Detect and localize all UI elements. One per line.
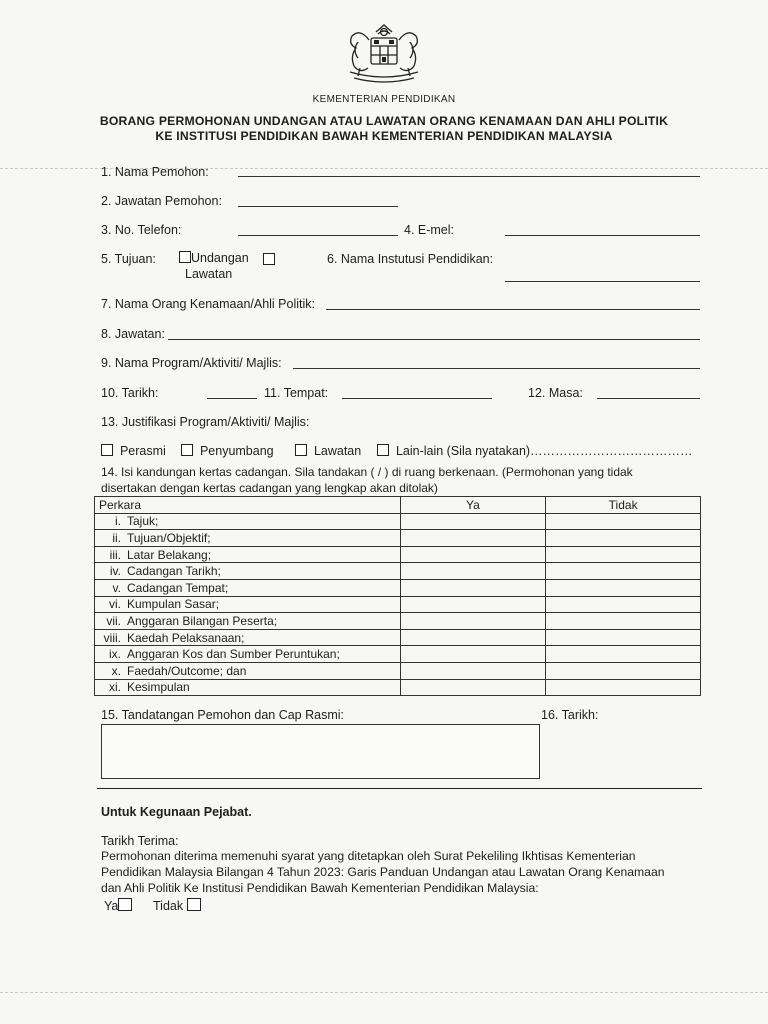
phone-field[interactable] xyxy=(238,235,398,236)
row-item: Anggaran Kos dan Sumber Peruntukan; xyxy=(127,647,340,662)
no-cell[interactable] xyxy=(546,579,701,596)
yes-cell[interactable] xyxy=(400,530,546,547)
yes-checkbox[interactable] xyxy=(118,898,132,911)
applicant-position-field[interactable] xyxy=(238,206,398,207)
date-field[interactable] xyxy=(207,398,257,399)
signature-label: 15. Tandatangan Pemohon dan Cap Rasmi: xyxy=(101,708,344,722)
signature-date-label: 16. Tarikh: xyxy=(541,708,599,722)
no-cell[interactable] xyxy=(546,629,701,646)
place-field[interactable] xyxy=(342,398,492,399)
yes-cell[interactable] xyxy=(400,546,546,563)
others-option-label: Lain-lain (Sila nyatakan)………………………………… xyxy=(395,444,693,458)
header-no: Tidak xyxy=(546,497,701,514)
justification-label: 13. Justifikasi Program/Aktiviti/ Majlis: xyxy=(101,415,310,429)
justification-option-contributor[interactable] xyxy=(181,444,274,458)
institution-field[interactable] xyxy=(505,281,700,282)
coat-of-arms-logo xyxy=(338,22,430,90)
table-row xyxy=(95,646,701,663)
no-cell[interactable] xyxy=(546,546,701,563)
yes-cell[interactable] xyxy=(400,679,546,696)
email-field[interactable] xyxy=(505,235,700,236)
yes-cell[interactable] xyxy=(400,596,546,613)
row-item: Tajuk; xyxy=(127,514,159,529)
justification-option-visit[interactable] xyxy=(295,444,361,458)
no-cell[interactable] xyxy=(546,513,701,530)
institution-label: 6. Nama Instutusi Pendidikan: xyxy=(327,252,494,266)
visit-checkbox[interactable] xyxy=(263,251,275,269)
contributor-checkbox[interactable] xyxy=(181,444,193,456)
no-cell[interactable] xyxy=(546,563,701,580)
yes-cell[interactable] xyxy=(400,613,546,630)
yes-cell[interactable] xyxy=(400,579,546,596)
no-cell[interactable] xyxy=(546,596,701,613)
row-item: Kesimpulan xyxy=(127,680,190,695)
yes-cell[interactable] xyxy=(400,629,546,646)
yes-cell[interactable] xyxy=(400,646,546,663)
program-name-label: 9. Nama Program/Aktiviti/ Majlis: xyxy=(101,356,282,370)
table-row xyxy=(95,679,701,696)
row-number: vi. xyxy=(109,597,121,612)
yes-cell[interactable] xyxy=(400,662,546,679)
signature-stamp-box[interactable] xyxy=(101,724,540,779)
row-number: x. xyxy=(111,663,121,678)
dignitary-position-field[interactable] xyxy=(168,339,700,340)
no-cell[interactable] xyxy=(546,613,701,630)
proposal-checklist-table xyxy=(94,496,701,696)
row-item: Cadangan Tempat; xyxy=(127,580,229,595)
row-number: ix. xyxy=(109,647,121,662)
yes-cell[interactable] xyxy=(400,563,546,580)
table-row xyxy=(95,563,701,580)
place-label: 11. Tempat: xyxy=(264,386,329,400)
no-cell[interactable] xyxy=(546,679,701,696)
table-row xyxy=(95,513,701,530)
no-cell[interactable] xyxy=(546,530,701,547)
header-item: Perkara xyxy=(95,497,401,514)
visit-justification-label: Lawatan xyxy=(313,444,362,458)
purpose-label: 5. Tujuan: xyxy=(101,252,156,266)
row-number: ii. xyxy=(112,530,121,545)
row-item: Tujuan/Objektif; xyxy=(127,530,211,545)
row-item: Kumpulan Sasar; xyxy=(127,597,220,612)
row-item: Anggaran Bilangan Peserta; xyxy=(127,613,278,628)
ministry-name: KEMENTERIAN PENDIDIKAN xyxy=(312,94,456,105)
applicant-name-label: 1. Nama Pemohon: xyxy=(101,165,209,179)
proposal-instructions-line2: disertakan dengan kertas cadangan yang lengkap akan ditolak) xyxy=(101,481,438,495)
phone-label: 3. No. Telefon: xyxy=(101,223,182,237)
proposal-instructions-line1: 14. Isi kandungan kertas cadangan. Sila tandakan ( / ) di ruang berkenaan. (Permohonan yang tidak xyxy=(101,465,633,479)
row-number: i. xyxy=(115,514,121,529)
table-header-row xyxy=(95,497,701,514)
no-cell[interactable] xyxy=(546,646,701,663)
office-yes-option[interactable] xyxy=(104,898,132,913)
no-label: Tidak xyxy=(153,899,184,913)
no-checkbox[interactable] xyxy=(187,898,201,911)
no-cell[interactable] xyxy=(546,662,701,679)
invitation-checkbox[interactable] xyxy=(179,251,191,263)
table-row xyxy=(95,629,701,646)
dignitary-name-field[interactable] xyxy=(326,309,700,310)
row-item: Kaedah Pelaksanaan; xyxy=(127,630,245,645)
visit-justification-checkbox[interactable] xyxy=(295,444,307,456)
invitation-option-label: Undangan xyxy=(191,251,249,265)
yes-cell[interactable] xyxy=(400,513,546,530)
justification-option-launch[interactable] xyxy=(101,444,166,458)
row-number: viii. xyxy=(103,630,121,645)
table-row xyxy=(95,546,701,563)
row-number: vii. xyxy=(106,613,121,628)
yes-label: Ya xyxy=(104,899,119,913)
time-label: 12. Masa: xyxy=(528,386,583,400)
row-number: xi. xyxy=(109,680,121,695)
dignitary-name-label: 7. Nama Orang Kenamaan/Ahli Politik: xyxy=(101,297,315,311)
row-item: Cadangan Tarikh; xyxy=(127,564,221,579)
row-number: v. xyxy=(112,580,121,595)
time-field[interactable] xyxy=(597,398,700,399)
visit-option-label: Lawatan xyxy=(185,267,233,281)
header-yes: Ya xyxy=(400,497,546,514)
email-label: 4. E-mel: xyxy=(404,223,455,237)
dignitary-position-label: 8. Jawatan: xyxy=(101,327,165,341)
form-title-line1: BORANG PERMOHONAN UNDANGAN ATAU LAWATAN ORANG KENAMAAN DAN AHLI POLITIK xyxy=(99,114,669,128)
office-paragraph-line1: Permohonan diterima memenuhi syarat yang ditetapkan oleh Surat Pekeliling Ikhtisas Kementerian xyxy=(101,849,636,863)
table-row xyxy=(95,613,701,630)
office-paragraph-line2: Pendidikan Malaysia Bilangan 4 Tahun 2023: Garis Panduan Undangan atau Lawatan Orang Kenamaan xyxy=(101,865,665,879)
purpose-option-invitation[interactable] xyxy=(179,251,249,265)
applicant-position-label: 2. Jawatan Pemohon: xyxy=(101,194,222,208)
program-name-field[interactable] xyxy=(293,368,700,369)
section-divider xyxy=(97,788,702,789)
scan-line xyxy=(0,992,768,993)
date-label: 10. Tarikh: xyxy=(101,386,159,400)
table-row xyxy=(95,579,701,596)
justification-option-others[interactable] xyxy=(377,444,693,458)
form-title-line2: KE INSTITUSI PENDIDIKAN BAWAH KEMENTERIAN PENDIDIKAN MALAYSIA xyxy=(155,129,613,143)
table-row xyxy=(95,662,701,679)
office-use-heading: Untuk Kegunaan Pejabat. xyxy=(101,805,252,819)
row-item: Faedah/Outcome; dan xyxy=(127,663,247,678)
contributor-option-label: Penyumbang xyxy=(199,444,274,458)
others-checkbox[interactable] xyxy=(377,444,389,456)
row-item: Latar Belakang; xyxy=(127,547,212,562)
launch-option-label: Perasmi xyxy=(119,444,166,458)
office-no-option[interactable] xyxy=(153,898,201,913)
table-row xyxy=(95,530,701,547)
launch-checkbox[interactable] xyxy=(101,444,113,456)
office-paragraph-line3: dan Ahli Politik Ke Institusi Pendidikan Bawah Kementerian Pendidikan Malaysia: xyxy=(101,881,539,895)
row-number: iii. xyxy=(109,547,121,562)
received-date-label: Tarikh Terima: xyxy=(101,834,179,848)
applicant-name-field[interactable] xyxy=(238,176,700,177)
row-number: iv. xyxy=(109,564,121,579)
table-row xyxy=(95,596,701,613)
